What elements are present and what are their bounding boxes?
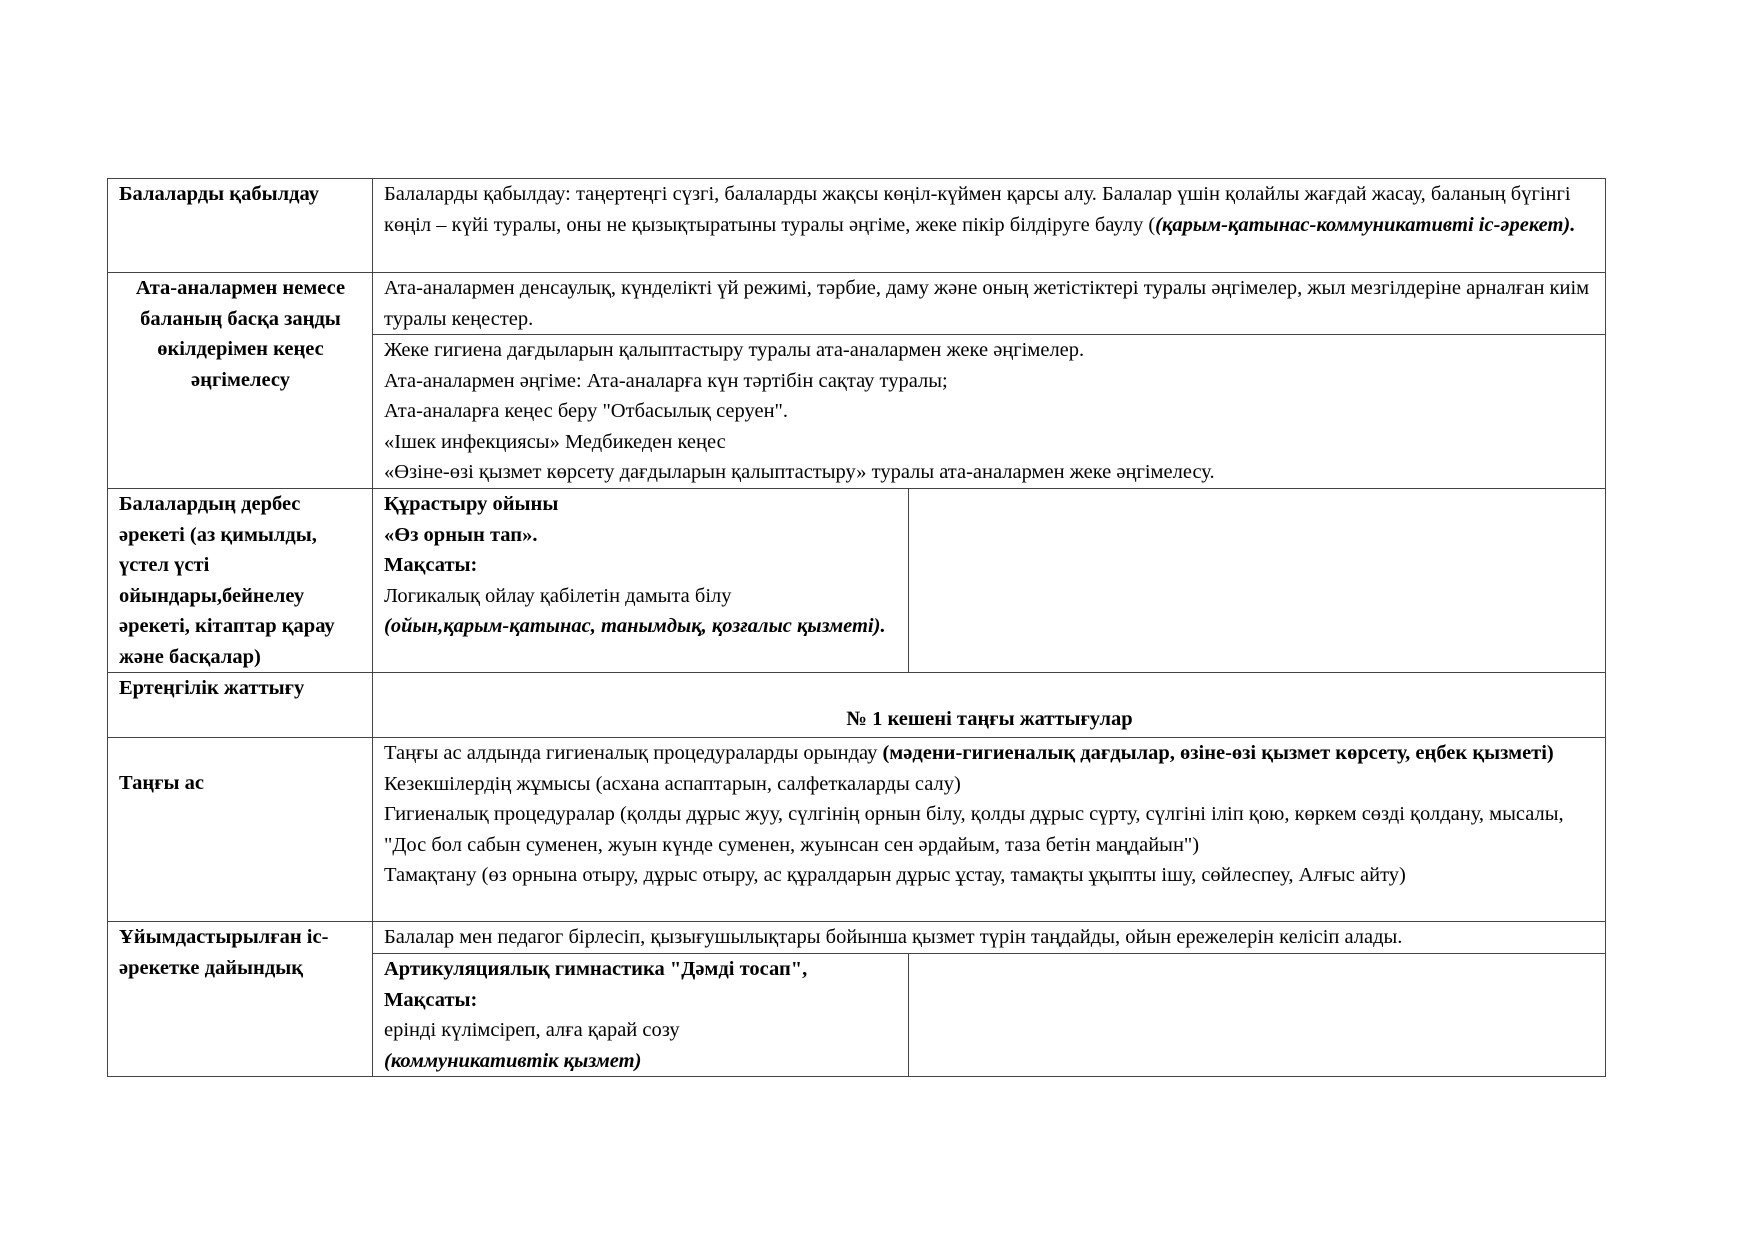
goal-label: Мақсаты: xyxy=(384,988,478,1011)
breakfast-line: Кезекшілердің жұмысы (асхана аспаптарын, салфеткаларды салу) xyxy=(384,772,961,795)
preparation-empty-cell xyxy=(909,954,1606,1077)
parents-line: Ата-аналарға кеңес беру "Отбасылық серуен". xyxy=(384,400,789,422)
table-row-preparation xyxy=(108,922,1606,954)
parents-content-1: Ата-аналармен денсаулық, күнделікті үй режимі, тәрбие, даму және оның жетістіктері туралы әңгімелер, жыл мезгілдеріне арналған киім туралы кеңестер. xyxy=(373,273,1606,335)
parents-line: Ата-аналармен әңгіме: Ата-аналарға күн тәртібін сақтау туралы; xyxy=(384,369,948,392)
table-row-exercise xyxy=(108,673,1606,738)
reception-content xyxy=(373,179,1606,273)
row-label-reception: Балаларды қабылдау xyxy=(108,179,373,273)
goal-label: Мақсаты: xyxy=(384,554,478,576)
breakfast-skills: (мәдени-гигиеналық дағдылар, өзіне-өзі қызмет көрсету, еңбек қызметі) xyxy=(882,742,1554,764)
row-label-parents: Ата-аналармен немесе баланың басқа заңды өкілдерімен кеңес әңгімелесу xyxy=(108,273,373,489)
preparation-content-2 xyxy=(373,954,909,1077)
breakfast-text: Таңғы ас алдында гигиеналық процедураларды орындау xyxy=(384,742,883,764)
table-row-parents xyxy=(108,273,1606,335)
daily-plan-document xyxy=(107,178,1605,1077)
breakfast-line: Тамақтану (өз орнына отыру, дұрыс отыру, ас құралдарын дұрыс ұстау, тамақты ұқыпты ішу, сөйлеспеу, Алғыс айту) xyxy=(384,864,1406,886)
exercise-content xyxy=(373,673,1606,738)
daily-plan-table xyxy=(107,178,1606,1077)
preparation-content-1: Балалар мен педагог бірлесіп, қызығушылықтары бойынша қызмет түрін таңдайды, ойын ережелерін келісіп алады. xyxy=(373,922,1606,954)
breakfast-content xyxy=(373,738,1606,922)
reception-text: Балаларды қабылдау: таңертеңгі сүзгі, балаларды жақсы көңіл-күймен қарсы алу. Балалар үшін қолайлы жағдай жасау, баланың бүгінгі көңіл – күйі туралы, оны не қызықтыратыны туралы әңгіме, жеке пікір білдіруге баулу ( xyxy=(384,183,1571,236)
independent-empty-cell xyxy=(909,489,1606,673)
row-label-breakfast: Таңғы ас xyxy=(108,738,373,922)
table-row-independent xyxy=(108,489,1606,673)
parents-line: «Өзіне-өзі қызмет көрсету дағдыларын қалыптастыру» туралы ата-аналармен жеке әңгімелесу. xyxy=(384,461,1215,483)
table-row-breakfast xyxy=(108,738,1606,922)
parents-content-2 xyxy=(373,335,1606,489)
parents-line: Жеке гигиена дағдыларын қалыптастыру туралы ата-аналармен жеке әңгімелер. xyxy=(384,339,1085,361)
row-label-independent: Балалардың дербес әрекеті (аз қимылды, үстел үсті ойындары,бейнелеу әрекеті, кітаптар қарау және басқалар) xyxy=(108,489,373,673)
game-title: Құрастыру ойыны xyxy=(384,493,559,515)
exercise-title: № 1 кешені таңғы жаттығулар xyxy=(846,707,1133,730)
row-label-exercise: Ертеңгілік жаттығу xyxy=(108,673,373,738)
gym-title: Артикуляциялық гимнастика "Дәмді тосап", xyxy=(384,958,808,980)
activity-type: (ойын,қарым-қатынас, танымдық, қозғалыс қызметі). xyxy=(384,615,886,637)
reception-activity: (қарым-қатынас-коммуникативті іс-әрекет). xyxy=(1155,213,1576,236)
row-label-preparation: Ұйымдастырылған іс-әрекетке дайындық xyxy=(108,922,373,1077)
parents-line: «Ішек инфекциясы» Медбикеден кеңес xyxy=(384,430,726,453)
independent-content xyxy=(373,489,909,673)
table-row-reception xyxy=(108,179,1606,273)
goal-text: ерінді күлімсіреп, алға қарай созу xyxy=(384,1019,680,1041)
breakfast-line: Гигиеналық процедуралар (қолды дұрыс жуу, сүлгінің орнын білу, қолды дұрыс сүрту, сүлгіні іліп қою, көркем сөзді қолдану, мысалы, "Дос бол сабын суменен, жуын күнде суменен, жуынсан сен әрдайым, таза бетін маңдайын") xyxy=(384,803,1564,856)
goal-text: Логикалық ойлау қабілетін дамыта білу xyxy=(384,584,732,607)
activity-type: (коммуникативтік қызмет) xyxy=(384,1049,642,1072)
game-name: «Өз орнын тап». xyxy=(384,523,538,546)
